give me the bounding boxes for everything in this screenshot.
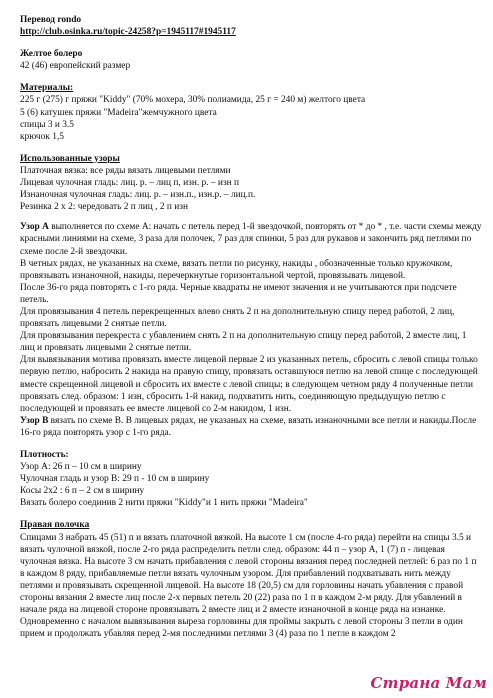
density-line: Чулочная гладь и узор В: 29 п - 10 см в ширину [20,474,210,485]
materials-line: спицы 3 и 3.5 [20,119,74,130]
materials-heading: Материалы: [20,83,74,94]
density-line: Вязать болеро соединив 2 нити пряжи "Kiddy"и 1 нить пряжи "Madeira" [20,498,308,509]
pattern-a-line: Для провязывания перекреста с убавлением снять 2 п на дополнительную спицу перед работой, 2 вместе лиц, 1 лиц и провязать лицевыми 2 снятые петли. [20,331,467,354]
document-page [20,14,482,640]
size-line: 42 (46) европейский размер [20,61,131,72]
patterns-line: Изнаночная чулочная гладь: лиц. р. – изн.п., изн.р. – лиц.п. [20,190,256,201]
patterns-line: Платочная вязка: все ряды вязать лицевыми петлями [20,165,231,176]
materials-line: 5 (6) катушек пряжи "Madeira"жемчужного цвета [20,107,217,118]
pattern-a-line: Для провязывания 4 петель перекрещенных влево снять 2 п на дополнительную спицу перед работой, 2 лиц, провязать лицевыми 2 снятые петли. [20,306,455,330]
pattern-a-line: В четных рядах, не указанных на схеме, вязать петли по рисунку, накиды , обозначенные только кружочком, провязывать изнаночной, накиды, перечеркнутые горизонтальной чертой, провязывать лицевой. [20,258,453,281]
right-front-paragraph: Спицами 3 набрать 45 (51) п и вязать платочной вязкой. На высоте 1 см (после 4-го ряда) перейти на спицы 3.5 и вязать чулочной вязкой, после 2-го ряда распределить петли след. образом: 44 п – узор А, 1 (7) п - лицевая чулочная вязка. На высоте 3 см начать прибавления с левой стороны вязания перед последней петлей: 6 раз по 1 п в каждом 8 ряду, прибавляемые петли вязать чулочным узором. Для прибавлений подхватывать нить между петлями и провязывать скрещенной лицевой. На высоте 18 (20,5) см для горловины начать убавления с правой стороны вязания 2 вместе лиц после 2-х первых петель 20 (22) раза по 1 п в каждом 2-м ряду. Для убавлений в начале ряда на лицевой стороне провязывать 2 вместе лиц и 2 вместе изнаночной в конце ряда на изнанке. [20,532,477,616]
doc-title: Перевод rondo [20,15,82,25]
patterns-heading: Использованные узоры [20,153,120,164]
pattern-a-label: Узор А [20,222,49,233]
pattern-a-intro [20,221,482,257]
pattern-b-label: Узор В [20,415,49,426]
materials-line: 225 г (275) г пряжи "Kiddy" (70% мохера, 30% полиамида, 25 г = 240 м) желтого цвета [20,95,366,106]
density-line: Узор А: 26 п – 10 см в ширину [20,462,142,473]
density-heading: Плотность: [20,450,69,460]
pattern-a-line: После 36-го ряда повторять с 1-го ряда. Черные квадраты не имеют значения и не учитываются при подсчете петель. [20,282,457,305]
site-watermark: Страна Мам [370,674,487,692]
source-link[interactable]: http://club.osinka.ru/topic-24258?p=1945117#1945117 [20,27,236,38]
pattern-a-text: выполняется по схеме А: начать с петель перед 1-й звездочкой, повторять от * до * , т.е. части схемы между красными линиями на схеме, 3 раза для полочек, 7 раз для спинки, 5 раз для рукавов и закончить ряд петлями по схеме после 2-й звездочки. [20,222,482,257]
pattern-a-line: Для вывязывания мотива провязать вместе лицевой первые 2 из указанных петель, сбросить с левой спицы только первую петлю, набросить 2 накида на правую спицу, провязать оставшуюся петлю на левой спице с последующей вместе скрещенной лицевой и сбросить их вместе с левой спицы; в следующем четном ряду 4 полученные петли провязать след. образом: 1 изн, сбросить 1-й накид, подхватить нить, соединяющую предыдущую петлю с последующей и провязать ее вместе лицевой со 2-м накидом, 1 изн. [20,355,478,414]
right-front-paragraph: Одновременно с началом вывязывания выреза горловины для проймы закрыть с левой стороны 3 петли в один прием и продолжать убавляя перед 2-мя последними петлями 3 (4) раза по 1 петле в каждом 2 [20,617,463,640]
patterns-line: Резинка 2 х 2: чередовать 2 п лиц , 2 п изн [20,202,188,213]
item-title: Желтое болеро [20,49,83,60]
patterns-line: Лицевая чулочная гладь: лиц. р. – лиц п, изн. р. – изн п [20,178,240,189]
pattern-b-text: вязать по схеме В. В лицевых рядах, не указаных на схеме, вязать изнаночными все петли и накиды.После 16-го ряда повторять узор с 1-го ряда. [20,415,477,438]
density-line: Косы 2х2 : 6 п – 2 см в ширину [20,486,145,497]
pattern-b-paragraph [20,415,482,439]
right-front-heading: Правая полочка [20,520,90,531]
materials-line: крючок 1,5 [20,131,64,142]
